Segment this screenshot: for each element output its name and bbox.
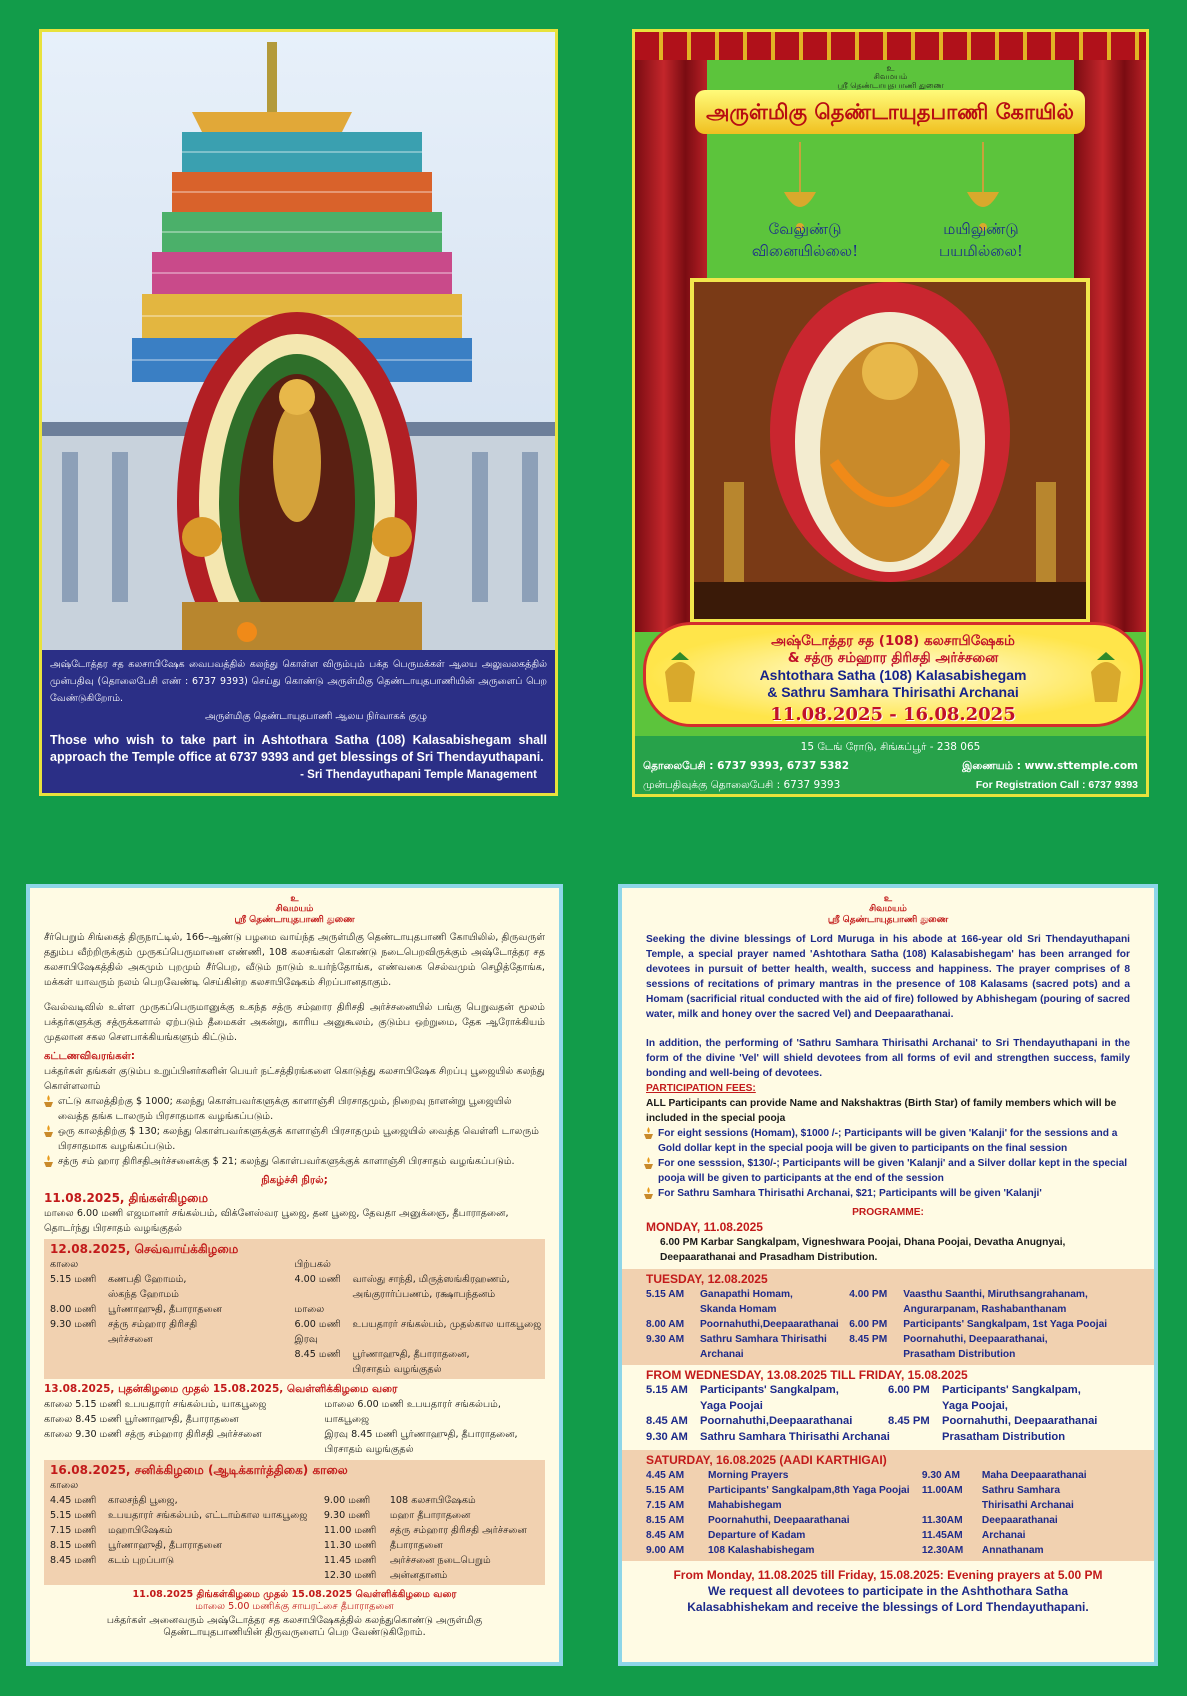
schedule-text: Participants' Sangkalpam, (700, 1384, 839, 1396)
schedule-time: 8.45 AM (646, 1415, 688, 1427)
schedule-text: Poornahuthi, Deepaarathanai, (903, 1334, 1048, 1345)
schedule-row (922, 1543, 1130, 1558)
english-fee2: For one sesssion, $130/-; Participants will be given 'Kalanji' and a Silver dollar kept in the special pooja will be given to participants at the end of the session (658, 1158, 1128, 1184)
schedule-text: அங்குரார்ப்பணம், ரக்ஷாபந்தனம் (352, 1289, 496, 1300)
english-day2-section (622, 1269, 1154, 1365)
schedule-text: அன்னதானம் (389, 1570, 448, 1581)
schedule-row (646, 1543, 922, 1558)
tamil-day2-section (44, 1239, 545, 1379)
schedule-text: பூர்ணாஹுதி, தீபாராதனை, (352, 1349, 470, 1360)
schedule-row (295, 1302, 540, 1317)
schedule-row (646, 1414, 888, 1430)
schedule-text: காலை 8.45 மணி பூர்ணாஹுதி, தீபாராதனை (44, 1414, 239, 1425)
tamil-fees-title: கட்டணவிவரங்கள்: (44, 1051, 136, 1062)
schedule-row (646, 1287, 849, 1302)
tamil-fee-item (44, 1094, 545, 1124)
lamp-bullet-icon (44, 1155, 53, 1167)
schedule-text: சத்ரு சம்ஹார திரிசதி அர்ச்சனை (389, 1525, 527, 1536)
english-day3-schedule (646, 1383, 1130, 1445)
english-day4-section (622, 1450, 1154, 1561)
schedule-row (50, 1287, 295, 1302)
schedule-row (324, 1568, 539, 1583)
schedule-text: Yaga Poojai, (942, 1399, 1008, 1412)
schedule-time: 11.30AM (921, 1515, 963, 1526)
banner-tamil-line2: & சத்ரு சம்ஹார திரிசதி அர்ச்சனை (787, 650, 999, 666)
schedule-text: Participants' Sangkalpam,8th Yaga Poojai (708, 1485, 910, 1496)
schedule-row (295, 1317, 540, 1332)
schedule-row (50, 1302, 295, 1317)
english-fee3: For Sathru Samhara Thirisathi Archanai, $21; Participants will be given 'Kalanji' (658, 1188, 1042, 1199)
schedule-time: 9.30 AM (646, 1430, 688, 1443)
schedule-text: அர்ச்சனை (108, 1334, 153, 1345)
schedule-time: 9.00 மணி (323, 1495, 371, 1506)
schedule-time: 11.30 மணி (323, 1540, 377, 1551)
schedule-text: Archanai (700, 1349, 744, 1360)
lamp-bullet-icon (644, 1187, 653, 1199)
schedule-row (295, 1257, 540, 1272)
schedule-row (922, 1483, 1130, 1498)
schedule-text: Deepaarathanai (981, 1515, 1058, 1526)
motto-left-line2: வினையில்லை! (751, 242, 859, 260)
schedule-row (849, 1302, 1130, 1317)
schedule-time: 8.45 AM (646, 1530, 685, 1541)
english-day2-title: TUESDAY, 12.08.2025 (646, 1272, 768, 1286)
schedule-row (646, 1399, 888, 1415)
schedule-row (922, 1468, 1130, 1483)
schedule-text: காலை 5.15 மணி உபயதாரர் சங்கல்பம், யாகபூஜை (44, 1399, 267, 1410)
english-day3-title: FROM WEDNESDAY, 13.08.2025 TILL FRIDAY, 15.08.2025 (646, 1368, 968, 1382)
tamil-details-panel (26, 884, 563, 1666)
tamil-day4-right (324, 1493, 539, 1583)
caption-signature-tamil: அருள்மிகு தெண்டாயுதபாணி ஆலய நிர்வாகக் குழு (204, 711, 427, 722)
caption-signature-english: - Sri Thendayuthapani Temple Management (300, 769, 537, 781)
schedule-text: Prasatham Distribution (903, 1349, 1016, 1360)
schedule-row (50, 1317, 295, 1332)
schedule-row (888, 1430, 1130, 1446)
schedule-time: இரவு (294, 1334, 318, 1345)
schedule-row (50, 1553, 324, 1568)
caption-tamil: அஷ்டோத்தர சத கலசாபிஷேக வைபவத்தில் கலந்து கொள்ள விரும்பும் பக்த பெருமக்கள் ஆலய அலுவலகத்தில் முன்பதிவு (தொலைபேசி எண் : 6737 9393) செய்து கொண்டு அருள்மிகு தெண்டாயுதபாணியின் அருளைப் பெற வேண்டுகிறோம். (50, 659, 547, 704)
schedule-text: உபயதாரர் சங்கல்பம், எட்டாம்கால யாகபூஜை (108, 1510, 308, 1521)
schedule-text: Sathru Samhara Thirisathi Archanai (700, 1430, 890, 1443)
schedule-text: பூர்ணாஹுதி, தீபாராதனை (108, 1540, 223, 1551)
temple-photo-panel (39, 29, 558, 796)
kalasam-icon (657, 652, 703, 708)
motto-right (921, 218, 1041, 262)
schedule-row (646, 1528, 922, 1543)
english-programme-title: PROGRAMME: (852, 1207, 924, 1218)
english-fees-intro: ALL Participants can provide Name and Nakshaktras (Birth Star) of family members which will be included in the special pooja (646, 1098, 1117, 1124)
schedule-row (888, 1414, 1130, 1430)
schedule-row (325, 1442, 545, 1457)
tamil-fee3: சத்ரு சம் ஹார திரிசதிஅர்ச்சனைக்கு $ 21; கலந்து கொள்பவர்களுக்குக் காளாஞ்சி பிரசாதம் வழங்கப்படும். (58, 1156, 515, 1167)
curtain-valance (635, 32, 1146, 60)
schedule-row (295, 1347, 540, 1362)
lamp-bullet-icon (44, 1095, 53, 1107)
english-day1-body: 6.00 PM Karbar Sangkalpam, Vigneshwara Poojai, Dhana Poojai, Devatha Anugnyai, Deepaarathanai and Prasadham Distribution. (660, 1237, 1066, 1263)
schedule-time: 8.45 PM (888, 1415, 930, 1427)
motto-right-line2: பயமில்லை! (939, 242, 1023, 260)
event-poster-panel (632, 29, 1149, 797)
tamil-fee-item (44, 1124, 545, 1154)
tamil-fees-intro: பக்தர்கள் தங்கள் குடும்ப உறுப்பினர்களின் பெயர் நட்சத்திரங்களை கொடுத்து கலசாபிஷேக சிறப்பு பூஜையில் கலந்து கொள்ளலாம் (44, 1066, 545, 1092)
schedule-text: Ganapathi Homam, (700, 1289, 793, 1300)
schedule-text: மஹா தீபாராதனை (389, 1510, 471, 1521)
schedule-row (44, 1412, 325, 1427)
schedule-time: 5.15 AM (646, 1384, 688, 1396)
temple-website[interactable]: இணையம் : www.sttemple.com (962, 760, 1138, 772)
caption-english: Those who wish to take part in Ashtothara Satha (108) Kalasabishegam shall approach the Temple office at 6737 9393 and get blessings of Sri Thendayuthapani. (50, 733, 547, 764)
schedule-time: 5.15 மணி (50, 1274, 97, 1285)
schedule-row (888, 1383, 1130, 1399)
schedule-time: 8.15 AM (646, 1515, 685, 1526)
tamil-footer-evening: மாலை 5.00 மணிக்கு சாயரட்சை தீபாராதனை (195, 1601, 394, 1612)
schedule-text: பூர்ணாஹுதி, தீபாராதனை (108, 1304, 223, 1315)
english-day4-left (646, 1468, 922, 1558)
english-day2-schedule (646, 1287, 1130, 1362)
schedule-text: Poornahuthi,Deepaarathanai (700, 1319, 839, 1330)
tamil-day4-left (50, 1493, 324, 1583)
english-day3-left (646, 1383, 888, 1445)
schedule-row (325, 1427, 545, 1442)
schedule-row (849, 1332, 1130, 1347)
tamil-day2-title: 12.08.2025, செவ்வாய்க்கிழமை (50, 1242, 239, 1256)
schedule-text: Thirisathi Archanai (981, 1500, 1074, 1511)
tamil-thunai: ஸ்ரீ தெண்டாயுதபாணி துணை (234, 915, 355, 925)
schedule-time: 8.45 மணி (294, 1349, 341, 1360)
tamil-om: உ (290, 894, 299, 904)
temple-address: 15 டேங் ரோடு, சிங்கப்பூர் - 238 065 (800, 741, 981, 753)
english-day4-title: SATURDAY, 16.08.2025 (AADI KARTHIGAI) (646, 1453, 887, 1467)
schedule-text: காலை 9.30 மணி சத்ரு சம்ஹார திரிசதி அர்ச்சனை (44, 1429, 262, 1440)
english-sivamayam: சிவமயம் (869, 904, 907, 914)
schedule-text: யாகபூஜை (324, 1414, 370, 1425)
schedule-text: Participants' Sangkalpam, (942, 1384, 1081, 1396)
tamil-day4-label: காலை (50, 1480, 79, 1491)
schedule-text: வாஸ்து சாந்தி, மிருத்ஸங்கிரஹணம், (352, 1274, 510, 1285)
schedule-text: Annathanam (981, 1545, 1044, 1556)
tamil-day1-title: 11.08.2025, திங்கள்கிழமை (44, 1191, 208, 1205)
tamil-fee1: எட்டு காலத்திற்கு $ 1000; கலந்து கொள்பவர்களுக்கு காளாஞ்சி பிரசாதமும், நிறைவு நாளன்று பூஜையில் வைத்த தங்க டாலரும் பிரசாதமாக வழங்கப்படும். (58, 1096, 512, 1122)
schedule-text: Poornahuthi, Deepaarathanai (708, 1515, 850, 1526)
english-om: உ (883, 894, 893, 904)
schedule-time: 5.15 AM (646, 1485, 685, 1496)
schedule-text: 108 கலசாபிஷேகம் (389, 1495, 476, 1506)
tamil-archanai-para: வேல்வடிவில் உள்ள முருகப்பெருமானுக்கு உகந்த சத்ரு சம்ஹார திரிசதி அர்ச்சனையில் பங்கு பெறுவதன் மூலம் பக்தர்களுக்கு சத்ருக்களால் ஏற்படும் தீமைகள் அகன்று, காரிய அனுகூலம், குடும்ப ஒற்றுமை, தேக ஆரோக்கியம் முதலான சகல சௌபாக்கியங்களும் கிட்டும். (44, 1002, 545, 1043)
event-dates: 11.08.2025 - 16.08.2025 (770, 704, 1016, 725)
schedule-time: 4.45 AM (646, 1470, 685, 1481)
schedule-row (646, 1468, 922, 1483)
schedule-row (295, 1362, 540, 1377)
schedule-row (888, 1399, 1130, 1415)
english-day2-left (646, 1287, 849, 1362)
schedule-time: காலை (50, 1259, 79, 1270)
schedule-text: ஸ்கந்த ஹோமம் (108, 1289, 179, 1300)
english-fee-item (644, 1186, 1140, 1201)
english-day4-schedule (646, 1468, 1130, 1558)
schedule-time: 8.45 மணி (50, 1555, 97, 1566)
schedule-text: Vaasthu Saanthi, Miruthsangrahanam, (903, 1289, 1088, 1300)
schedule-row (849, 1347, 1130, 1362)
tamil-fee2: ஒரு காலத்திற்கு $ 130; கலந்து கொள்பவர்களுக்குக் காளாஞ்சி பிரசாதமும் பூஜையில் வைத்த வெள்ளி டாலரும் பிரசாதமாக வழங்கப்படும். (58, 1126, 539, 1152)
temple-photo (42, 32, 555, 652)
motto-left-line1: வேலுண்டு (768, 220, 842, 238)
schedule-text: இரவு 8.45 மணி பூர்ணாஹுதி, தீபாராதனை, (324, 1429, 518, 1440)
schedule-row (50, 1257, 295, 1272)
tamil-day2-schedule (50, 1257, 542, 1377)
tamil-day1-body: மாலை 6.00 மணி எஜமானர் சங்கல்பம், விக்னேஸ்வர பூஜை, தன பூஜை, தேவதா அனுக்ஞை, தீபாராதனை, தொடர்ந்து பிரசாதம் வழங்குதல் (44, 1208, 509, 1234)
english-fee1: For eight sessions (Homam), $1000 /-; Participants will be given 'Kalanji' for the sessions and a Gold dollar kept in the special pooja will be given to participants on the final session (658, 1128, 1118, 1154)
poster-thunai: ஸ்ரீ தெண்டாயுதபாணி துணை (837, 81, 944, 90)
english-footer-request: We request all devotees to participate in the Ashthothara Satha Kalasabhishekam and receive the blessings of Lord Thendayuthapani. (687, 1584, 1089, 1614)
schedule-text: கணபதி ஹோமம், (108, 1274, 187, 1285)
schedule-time: 4.00 PM (849, 1289, 888, 1300)
schedule-row (922, 1513, 1130, 1528)
schedule-text: Skanda Homam (700, 1304, 777, 1315)
schedule-text: Sathru Samhara (981, 1485, 1061, 1496)
english-footer-evening: From Monday, 11.08.2025 till Friday, 15.08.2025: Evening prayers at 5.00 PM (673, 1568, 1103, 1582)
schedule-text: Participants' Sangkalpam, 1st Yaga Poojai (903, 1319, 1108, 1330)
schedule-text: Yaga Poojai (700, 1399, 763, 1412)
schedule-text: பிரசாதம் வழங்குதல் (352, 1364, 442, 1375)
lamp-bullet-icon (44, 1125, 53, 1137)
schedule-row (849, 1317, 1130, 1332)
english-details-panel (618, 884, 1158, 1666)
event-banner (643, 622, 1143, 727)
schedule-time: 9.00 AM (646, 1545, 685, 1556)
schedule-row (50, 1493, 324, 1508)
english-day2-right (849, 1287, 1130, 1362)
schedule-text: மஹாபிஷேகம் (108, 1525, 173, 1536)
schedule-row (646, 1302, 849, 1317)
english-day4-right (922, 1468, 1130, 1558)
lamp-bullet-icon (644, 1157, 653, 1169)
deity-illustration (694, 282, 1086, 619)
schedule-row (50, 1538, 324, 1553)
gopuram-illustration (42, 32, 558, 652)
english-thunai: ஸ்ரீ தெண்டாயுதபாணி துணை (827, 915, 949, 925)
schedule-row (324, 1508, 539, 1523)
schedule-text: Archanai (981, 1530, 1026, 1541)
schedule-time: 4.00 மணி (294, 1274, 341, 1285)
schedule-text: Mahabishegam (708, 1500, 782, 1511)
english-intro: Seeking the divine blessings of Lord Muruga in his abode at 166-year old Sri Thendayuthapani Temple, a special prayer named 'Ashtothara Satha (108) Kalasabishegam' has been arranged for devotees in pursuit of better health, wealth, success and happiness. The prayer comprises of 8 sessions of recitations of primary mantras in the presence of 108 Kalasams (sacred pots) and a Homam (sacrificial ritual conducted with the aid of fire) followed by Abhishegam (pouring of sacred water, milk and honey over the sacred Vel) and Deepaarathanai. (646, 934, 1130, 1020)
tamil-footer-dates: 11.08.2025 திங்கள்கிழமை முதல் 15.08.2025 வெள்ளிக்கிழமை வரை (132, 1589, 457, 1600)
schedule-time: பிற்பகல் (294, 1259, 332, 1270)
lamp-bullet-icon (644, 1127, 653, 1139)
english-archanai-para: In addition, the performing of 'Sathru Samhara Thirisathi Archanai' to Sri Thendayuthapani in the form of the divine 'Vel' will shield devotees from all forms of evil and strengthen success, family bonding and well-being of devotees. (646, 1038, 1130, 1079)
schedule-row (295, 1287, 540, 1302)
schedule-row (44, 1427, 325, 1442)
tamil-fee-item (44, 1154, 545, 1169)
schedule-time: 9.30 மணி (323, 1510, 371, 1521)
schedule-row (50, 1508, 324, 1523)
schedule-row (646, 1430, 888, 1446)
banner-english-line1: Ashtothara Satha (108) Kalasabishegam (759, 667, 1027, 683)
schedule-time: 12.30AM (921, 1545, 964, 1556)
schedule-row (922, 1528, 1130, 1543)
schedule-row (324, 1523, 539, 1538)
schedule-row (646, 1317, 849, 1332)
motto-left (745, 218, 865, 262)
schedule-time: 9.30 மணி (50, 1319, 97, 1330)
schedule-text: பிரசாதம் வழங்குதல் (324, 1444, 414, 1455)
english-day3-right (888, 1383, 1130, 1445)
schedule-text: Poornahuthi, Deepaarathanai (942, 1415, 1098, 1427)
motto-right-line1: மயிலுண்டு (943, 220, 1019, 238)
schedule-text: அர்ச்சனை நடைபெறும் (389, 1555, 491, 1566)
schedule-row (646, 1347, 849, 1362)
schedule-text: மாலை 6.00 மணி உபயதாரர் சங்கல்பம், (324, 1399, 501, 1410)
tamil-intro: சீர்பெறும் சிங்கைத் திருநாட்டில், 166–ஆண்டு பழமை வாய்ந்த அருள்மிகு தெண்டாயுதபாணி கோயிலில், திருவருள் ததும்ப வீற்றிருக்கும் முருகப்பெருமானை எண்ணி, 108 கலசங்கள் கொண்டு நடைபெறவிருக்கும் அஷ்டோத்தர சத கலசாபிஷேகத்தில் அகமும் புறமும் சீர்பெற, வீடும் நாடும் உயர்ந்தோங்க, எண்வகை செல்வமும் செழித்தோங்க, மக்கள் யாவரும் நலம் பெறவேண்டி செய்கின்ற கலசாபிஷேகம் சிறப்பானதாகும். (44, 932, 545, 988)
schedule-time: மாலை (294, 1304, 325, 1315)
temple-phone: தொலைபேசி : 6737 9393, 6737 5382 (643, 760, 850, 772)
schedule-time: 4.45 மணி (50, 1495, 97, 1506)
schedule-text: உபயதாரர் சங்கல்பம், முதல்கால யாகபூஜை (352, 1319, 542, 1330)
tamil-day3-schedule (44, 1397, 545, 1457)
schedule-text: Maha Deepaarathanai (981, 1470, 1087, 1481)
tamil-day4-schedule (50, 1493, 539, 1583)
english-fee-item (644, 1126, 1140, 1156)
english-fees-title: PARTICIPATION FEES: (646, 1083, 756, 1094)
schedule-row (324, 1493, 539, 1508)
schedule-time: 11.45AM (921, 1530, 963, 1541)
schedule-time: 11.00 மணி (323, 1525, 377, 1536)
english-day1-title: MONDAY, 11.08.2025 (646, 1220, 763, 1234)
schedule-text: Morning Prayers (708, 1470, 789, 1481)
schedule-time: 6.00 மணி (294, 1319, 341, 1330)
banner-tamil-line1: அஷ்டோத்தர சத (108) கலசாபிஷேகம் (771, 633, 1015, 649)
booking-phone: முன்பதிவுக்கு தொலைபேசி : 6737 9393 (643, 779, 841, 791)
schedule-text: சத்ரு சம்ஹார திரிசதி (108, 1319, 198, 1330)
schedule-text: தீபாராதனை (389, 1540, 443, 1551)
schedule-time: 8.00 மணி (50, 1304, 97, 1315)
schedule-time: 5.15 மணி (50, 1510, 97, 1521)
schedule-time: 6.00 PM (888, 1384, 930, 1396)
schedule-row (50, 1332, 295, 1347)
schedule-row (324, 1538, 539, 1553)
contact-footer (635, 736, 1146, 797)
tamil-day2-right (295, 1257, 540, 1377)
schedule-text: கடம் புறப்பாடு (108, 1555, 175, 1566)
deity-photo (690, 278, 1090, 623)
schedule-time: 12.30 மணி (323, 1570, 377, 1581)
schedule-row (325, 1397, 545, 1412)
poster-om: உ (886, 64, 895, 74)
schedule-row (325, 1412, 545, 1427)
schedule-time: 11.45 மணி (323, 1555, 377, 1566)
tamil-day3-title: 13.08.2025, புதன்கிழமை முதல் 15.08.2025, வெள்ளிக்கிழமை வரை (44, 1383, 398, 1395)
schedule-time: 8.45 PM (849, 1334, 888, 1345)
schedule-text: Sathru Samhara Thirisathi (700, 1334, 827, 1345)
tamil-day4-section (44, 1460, 545, 1585)
tamil-day2-left (50, 1257, 295, 1377)
schedule-time: 7.15 AM (646, 1500, 685, 1511)
tamil-programme-title: நிகழ்ச்சி நிரல்; (261, 1175, 328, 1186)
schedule-time: 6.00 PM (849, 1319, 888, 1330)
schedule-time: 9.30 AM (921, 1470, 960, 1481)
schedule-row (646, 1513, 922, 1528)
tamil-day4-title: 16.08.2025, சனிக்கிழமை (ஆடிக்கார்த்திகை) காலை (50, 1463, 348, 1477)
poster-sivamayam: சிவமயம் (873, 72, 908, 81)
schedule-row (646, 1483, 922, 1498)
banner-english-line2: & Sathru Samhara Thirisathi Archanai (767, 684, 1019, 700)
kalasam-icon (1083, 652, 1129, 708)
schedule-time: 7.15 மணி (50, 1525, 97, 1536)
registration-caption (42, 650, 555, 796)
tamil-day3-left (44, 1397, 325, 1457)
schedule-row (922, 1498, 1130, 1513)
english-day3-section (622, 1365, 1154, 1448)
english-fee-item (644, 1156, 1140, 1186)
schedule-row (646, 1383, 888, 1399)
schedule-text: Angurarpanam, Rashabanthanam (903, 1304, 1067, 1315)
temple-title: அருள்மிகு தெண்டாயுதபாணி கோயில் (695, 90, 1085, 134)
schedule-row (324, 1553, 539, 1568)
schedule-text: Poornahuthi,Deepaarathanai (700, 1415, 853, 1427)
tamil-footer-request: பக்தர்கள் அனைவரும் அஷ்டோத்தர சத கலசாபிஷேகத்தில் கலந்துகொண்டு அருள்மிகு தெண்டாயுதபாணியின் திருவருளைப் பெற வேண்டுகிறோம். (106, 1615, 483, 1638)
schedule-time: 8.15 மணி (50, 1540, 97, 1551)
schedule-row (50, 1523, 324, 1538)
schedule-text: Departure of Kadam (708, 1530, 806, 1541)
schedule-row (295, 1272, 540, 1287)
schedule-row (295, 1332, 540, 1347)
schedule-row (44, 1397, 325, 1412)
schedule-time: 11.00AM (921, 1485, 963, 1496)
registration-phone: For Registration Call : 6737 9393 (975, 779, 1138, 791)
schedule-time: 9.30 AM (646, 1334, 685, 1345)
schedule-time: 8.00 AM (646, 1319, 685, 1330)
tamil-sivamayam: சிவமயம் (275, 904, 314, 914)
schedule-text: Prasatham Distribution (942, 1430, 1066, 1443)
schedule-time: 5.15 AM (646, 1289, 685, 1300)
schedule-text: 108 Kalashabishegam (708, 1545, 815, 1556)
schedule-row (50, 1272, 295, 1287)
schedule-row (646, 1498, 922, 1513)
schedule-row (849, 1287, 1130, 1302)
schedule-row (646, 1332, 849, 1347)
schedule-text: காலசந்தி பூஜை, (108, 1495, 178, 1506)
tamil-day3-right (325, 1397, 545, 1457)
